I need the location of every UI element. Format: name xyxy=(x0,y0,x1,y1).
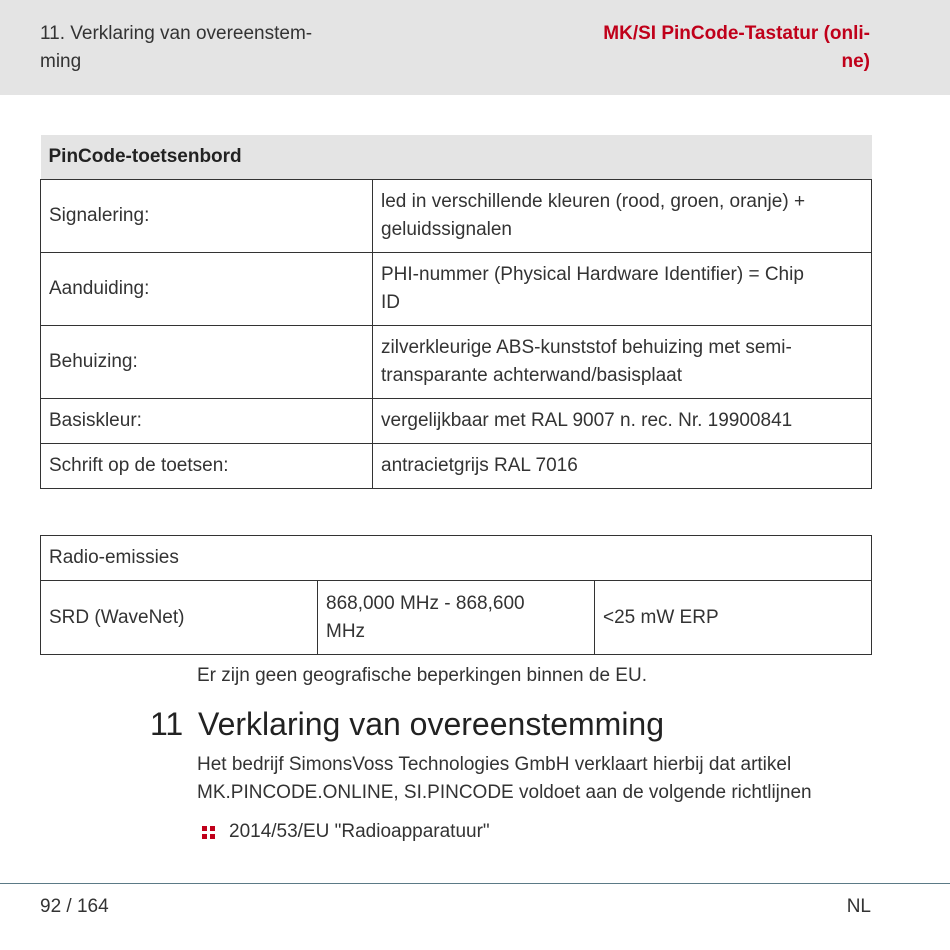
table-row xyxy=(41,443,872,488)
section-number: 11 xyxy=(150,706,184,742)
product-heading: MK/SI PinCode-Tastatur (onli- ne) xyxy=(603,23,870,72)
row-value: PHI-nummer (Physical Hardware Identifier) = Chip ID xyxy=(373,252,872,325)
page-header xyxy=(0,0,950,95)
frequency-range: 868,000 MHz - 868,600 MHz xyxy=(318,581,595,655)
row-value: antracietgrijs RAL 7016 xyxy=(373,443,872,488)
row-label: Schrift op de toetsen: xyxy=(41,443,373,488)
table-row xyxy=(41,252,872,325)
table-row xyxy=(41,581,872,655)
row-label: Aanduiding: xyxy=(41,252,373,325)
chapter-heading: 11. Verklaring van overeenstem- ming xyxy=(40,23,313,72)
geo-restriction-note: Er zijn geen geografische beperkingen binnen de EU. xyxy=(197,665,647,686)
table-title: PinCode-toetsenbord xyxy=(41,135,872,179)
radio-emissions-table xyxy=(40,535,872,655)
row-value: zilverkleurige ABS-kunststof behuizing met semi- transparante achterwand/basisplaat xyxy=(373,325,872,398)
table-row xyxy=(41,398,872,443)
section-title: Verklaring van overeenstemming xyxy=(198,706,665,742)
square-bullet-icon xyxy=(202,826,215,839)
row-value: vergelijkbaar met RAL 9007 n. rec. Nr. 19900841 xyxy=(373,398,872,443)
emission-label: SRD (WaveNet) xyxy=(41,581,318,655)
page-number: 92 / 164 xyxy=(40,896,109,917)
keypad-spec-table xyxy=(40,135,872,489)
table-title: Radio-emissies xyxy=(41,536,872,581)
table-title-row xyxy=(41,135,872,179)
row-label: Signalering: xyxy=(41,179,373,252)
row-label: Behuizing: xyxy=(41,325,373,398)
table-title-row xyxy=(41,536,872,581)
footer-divider xyxy=(0,883,950,884)
section-heading xyxy=(150,702,664,746)
directive-text: 2014/53/EU "Radioapparatuur" xyxy=(229,821,490,842)
row-value: led in verschillende kleuren (rood, groen, oranje) + geluidssignalen xyxy=(373,179,872,252)
section-body: Het bedrijf SimonsVoss Technologies GmbH verklaart hierbij dat artikel MK.PINCODE.ONLINE, SI.PINCODE voldoet aan de volgende richtlijnen xyxy=(197,754,812,803)
table-row xyxy=(41,325,872,398)
transmit-power: <25 mW ERP xyxy=(595,581,872,655)
language-code: NL xyxy=(846,896,871,917)
row-label: Basiskleur: xyxy=(41,398,373,443)
table-row xyxy=(41,179,872,252)
